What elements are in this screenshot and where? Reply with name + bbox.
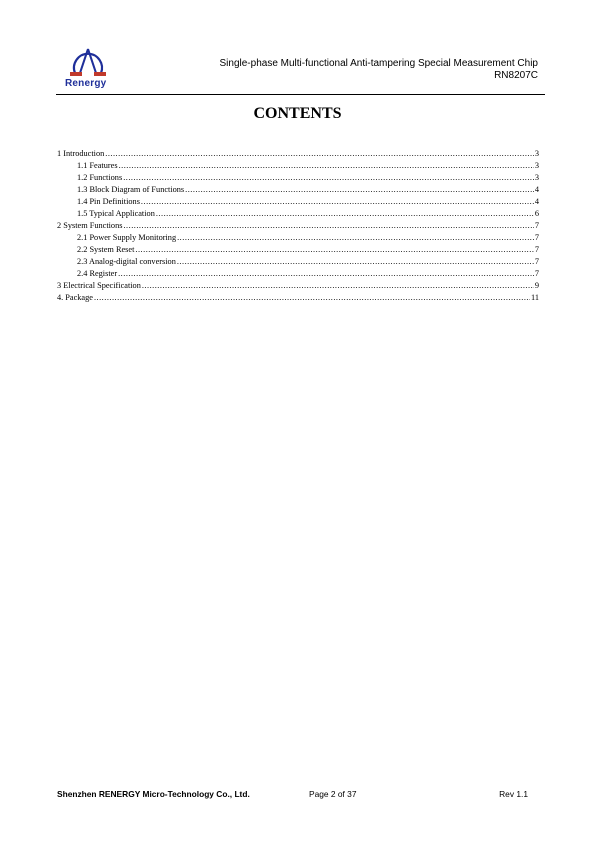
header-divider xyxy=(56,94,545,95)
toc-entry-label: 2 System Functions xyxy=(57,221,123,230)
toc-leader-dots xyxy=(119,160,534,172)
toc-entry-page: 4 xyxy=(534,197,539,206)
toc-entry-page: 7 xyxy=(534,221,539,230)
toc-entry-label: 1 Introduction xyxy=(57,149,105,158)
document-title: Single-phase Multi-functional Anti-tampering Special Measurement Chip xyxy=(219,58,538,69)
toc-entry[interactable] xyxy=(57,232,539,244)
toc-leader-dots xyxy=(94,292,530,304)
toc-entry[interactable] xyxy=(57,196,539,208)
toc-entry-page: 9 xyxy=(534,281,539,290)
toc-entry-page: 7 xyxy=(534,269,539,278)
toc-leader-dots xyxy=(105,148,534,160)
toc-entry[interactable] xyxy=(57,172,539,184)
toc-entry-label: 1.2 Functions xyxy=(77,173,123,182)
toc-entry-page: 3 xyxy=(534,149,539,158)
toc-entry[interactable] xyxy=(57,292,539,304)
toc-entry-label: 2.1 Power Supply Monitoring xyxy=(77,233,177,242)
toc-entry-page: 7 xyxy=(534,257,539,266)
toc-entry[interactable] xyxy=(57,244,539,256)
toc-leader-dots xyxy=(177,256,534,268)
toc-entry-page: 11 xyxy=(531,293,539,302)
document-header xyxy=(220,58,539,82)
toc-entry[interactable] xyxy=(57,268,539,280)
toc-entry-page: 6 xyxy=(534,209,539,218)
toc-entry[interactable] xyxy=(57,256,539,268)
toc-leader-dots xyxy=(177,232,534,244)
toc-entry-label: 1.1 Features xyxy=(77,161,118,170)
toc-entry-label: 1.5 Typical Application xyxy=(77,209,155,218)
toc-entry-page: 3 xyxy=(534,161,539,170)
footer-revision: Rev 1.1 xyxy=(499,789,528,799)
toc-leader-dots xyxy=(135,244,533,256)
toc-leader-dots xyxy=(123,172,534,184)
toc-leader-dots xyxy=(142,280,534,292)
toc-entry-label: 1.4 Pin Definitions xyxy=(77,197,140,206)
toc-entry[interactable] xyxy=(57,184,539,196)
toc-entry-label: 2.3 Analog-digital conversion xyxy=(77,257,176,266)
page-title: CONTENTS xyxy=(253,105,342,122)
toc-entry-page: 4 xyxy=(534,185,539,194)
toc-entry[interactable] xyxy=(57,280,539,292)
toc-leader-dots xyxy=(156,208,534,220)
footer-company: Shenzhen RENERGY Micro-Technology Co., Ltd. xyxy=(57,789,250,799)
toc-entry-label: 2.2 System Reset xyxy=(77,245,135,254)
toc-leader-dots xyxy=(123,220,533,232)
toc-entry-label: 3 Electrical Specification xyxy=(57,281,141,290)
toc-leader-dots xyxy=(185,184,534,196)
toc-entry-page: 3 xyxy=(534,173,539,182)
toc-entry-label: 1.3 Block Diagram of Functions xyxy=(77,185,185,194)
logo-wordmark: Renergy xyxy=(65,78,107,89)
toc-entry-page: 7 xyxy=(534,245,539,254)
toc-entry[interactable] xyxy=(57,160,539,172)
toc-entry-label: 2.4 Register xyxy=(77,269,118,278)
toc-entry-page: 7 xyxy=(534,233,539,242)
toc-entry[interactable] xyxy=(57,220,539,232)
footer-page-number: Page 2 of 37 xyxy=(309,789,357,799)
table-of-contents xyxy=(57,148,539,304)
chip-model: RN8207C xyxy=(494,70,538,81)
toc-entry[interactable] xyxy=(57,148,539,160)
toc-leader-dots xyxy=(118,268,534,280)
renergy-logo-icon xyxy=(62,43,114,83)
toc-entry[interactable] xyxy=(57,208,539,220)
toc-entry-label: 4. Package xyxy=(57,293,93,302)
toc-leader-dots xyxy=(141,196,534,208)
